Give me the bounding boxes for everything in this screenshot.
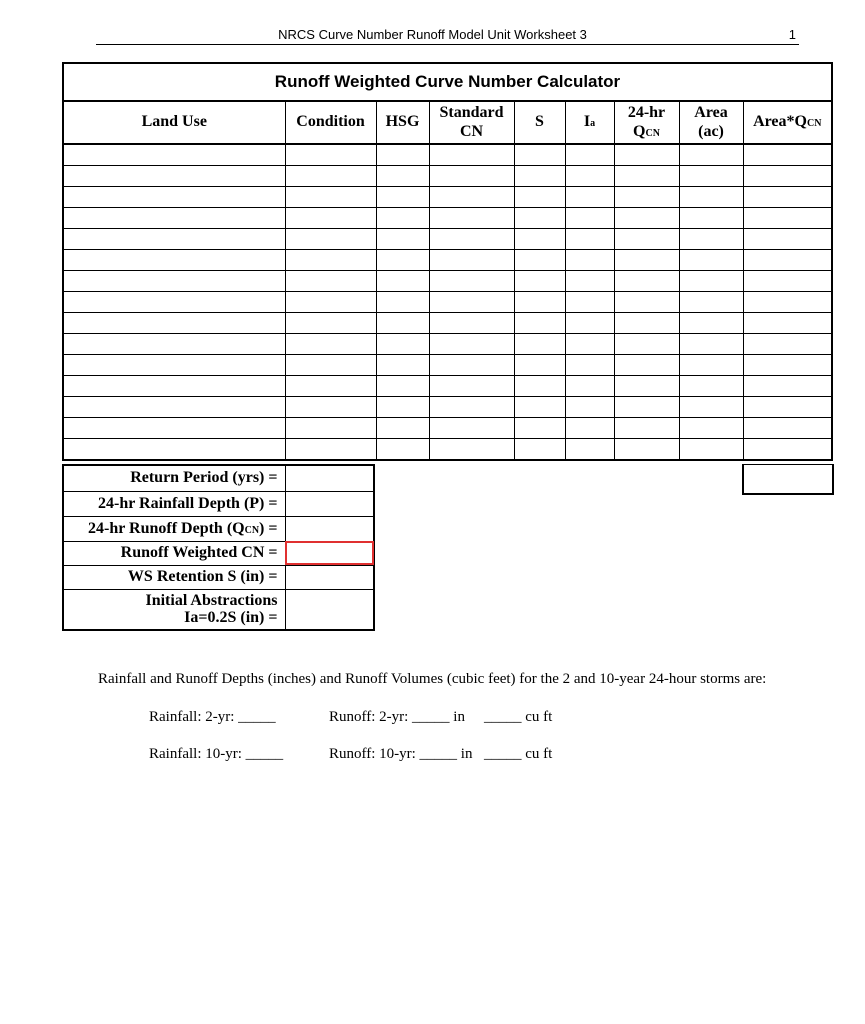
condition-cell[interactable]: [285, 208, 376, 229]
hsg-cell[interactable]: [376, 292, 429, 313]
s-cell[interactable]: [514, 376, 565, 397]
area-qcn-total-field[interactable]: [742, 464, 834, 495]
hsg-cell[interactable]: [376, 376, 429, 397]
ia-cell[interactable]: [565, 208, 614, 229]
land-use-cell[interactable]: [63, 229, 285, 250]
hsg-cell[interactable]: [376, 334, 429, 355]
s-cell[interactable]: [514, 418, 565, 439]
s-cell[interactable]: [514, 334, 565, 355]
s-cell[interactable]: [514, 187, 565, 208]
standard-cn-cell[interactable]: [429, 166, 514, 187]
runoff-depth-field[interactable]: [285, 516, 374, 541]
return-period-label: Return Period (yrs) =: [63, 465, 285, 491]
area-qcn-cell[interactable]: [743, 355, 832, 376]
col-area: [679, 101, 743, 144]
land-use-cell[interactable]: [63, 397, 285, 418]
condition-cell[interactable]: [285, 292, 376, 313]
runoff-depth-label: [63, 516, 285, 541]
standard-cn-cell[interactable]: [429, 376, 514, 397]
col-ia-sub: a: [590, 118, 596, 130]
ia-cell[interactable]: [565, 439, 614, 461]
col-land-use: Land Use: [63, 101, 285, 144]
ia-cell[interactable]: [565, 397, 614, 418]
area-qcn-cell[interactable]: [743, 292, 832, 313]
area-qcn-cell[interactable]: [743, 208, 832, 229]
s-cell[interactable]: [514, 439, 565, 461]
initial-abstractions-field[interactable]: [285, 589, 374, 630]
col-qcn-line1: 24-hr: [627, 104, 666, 122]
hsg-cell[interactable]: [376, 144, 429, 166]
col-condition: Condition: [285, 101, 376, 144]
area-cell[interactable]: [679, 166, 743, 187]
table-row: [63, 187, 832, 208]
table-row: [63, 229, 832, 250]
condition-cell[interactable]: [285, 313, 376, 334]
area-cell[interactable]: [679, 418, 743, 439]
rainfall-depth-field[interactable]: [285, 491, 374, 516]
area-cell[interactable]: [679, 144, 743, 166]
table-row: [63, 166, 832, 187]
standard-cn-cell[interactable]: [429, 292, 514, 313]
condition-cell[interactable]: [285, 250, 376, 271]
condition-cell[interactable]: [285, 187, 376, 208]
hsg-cell[interactable]: [376, 355, 429, 376]
qcn-cell[interactable]: [614, 187, 679, 208]
ws-retention-label: WS Retention S (in) =: [63, 565, 285, 589]
hsg-cell[interactable]: [376, 313, 429, 334]
col-qcn-main: Q: [633, 122, 646, 140]
header-rule: [96, 44, 799, 45]
table-row: [63, 376, 832, 397]
area-cell[interactable]: [679, 439, 743, 461]
qcn-cell[interactable]: [614, 292, 679, 313]
col-area-qcn: [743, 101, 832, 144]
table-row: [63, 144, 832, 166]
land-use-cell[interactable]: [63, 271, 285, 292]
standard-cn-cell[interactable]: [429, 397, 514, 418]
condition-cell[interactable]: [285, 271, 376, 292]
standard-cn-cell[interactable]: [429, 439, 514, 461]
condition-cell[interactable]: [285, 439, 376, 461]
ia-cell[interactable]: [565, 334, 614, 355]
qcn-cell[interactable]: [614, 229, 679, 250]
ia-cell[interactable]: [565, 229, 614, 250]
s-cell[interactable]: [514, 208, 565, 229]
table-row: [63, 439, 832, 461]
table-row: [63, 292, 832, 313]
curve-number-calculator-table: [62, 62, 833, 461]
col-ia-main: I: [583, 113, 591, 131]
area-cell[interactable]: [679, 292, 743, 313]
hsg-cell[interactable]: [376, 208, 429, 229]
qcn-cell[interactable]: [614, 250, 679, 271]
land-use-cell[interactable]: [63, 334, 285, 355]
land-use-cell[interactable]: [63, 439, 285, 461]
qcn-cell[interactable]: [614, 418, 679, 439]
qcn-cell[interactable]: [614, 376, 679, 397]
col-area-qcn-main: Area*Q: [753, 113, 807, 131]
land-use-cell[interactable]: [63, 355, 285, 376]
standard-cn-cell[interactable]: [429, 144, 514, 166]
col-qcn-sub: CN: [645, 127, 660, 139]
table-row: [63, 418, 832, 439]
ia-cell[interactable]: [565, 271, 614, 292]
table-row: [63, 313, 832, 334]
runoff-10yr-depth-text: Runoff: 10-yr: _____ in: [329, 746, 473, 762]
standard-cn-cell[interactable]: [429, 418, 514, 439]
area-qcn-cell[interactable]: [743, 250, 832, 271]
area-cell[interactable]: [679, 208, 743, 229]
hsg-cell[interactable]: [376, 418, 429, 439]
land-use-cell[interactable]: [63, 292, 285, 313]
condition-cell[interactable]: [285, 397, 376, 418]
storms-intro-text: Rainfall and Runoff Depths (inches) and Runoff Volumes (cubic feet) for the 2 and 10-year 24-hour storms are:: [98, 671, 767, 687]
s-cell[interactable]: [514, 292, 565, 313]
condition-cell[interactable]: [285, 229, 376, 250]
rainfall-10yr-text: Rainfall: 10-yr: _____: [149, 746, 284, 762]
area-cell[interactable]: [679, 187, 743, 208]
condition-cell[interactable]: [285, 334, 376, 355]
area-qcn-cell[interactable]: [743, 271, 832, 292]
area-qcn-cell[interactable]: [743, 418, 832, 439]
ia-cell[interactable]: [565, 418, 614, 439]
hsg-cell[interactable]: [376, 229, 429, 250]
rainfall-depth-label: 24-hr Rainfall Depth (P) =: [63, 491, 285, 516]
qcn-cell[interactable]: [614, 166, 679, 187]
rainfall-2yr-text: Rainfall: 2-yr: _____: [149, 709, 276, 725]
area-cell[interactable]: [679, 313, 743, 334]
col-s: S: [514, 101, 565, 144]
qcn-cell[interactable]: [614, 334, 679, 355]
ia-cell[interactable]: [565, 292, 614, 313]
ia-cell[interactable]: [565, 166, 614, 187]
ia-cell[interactable]: [565, 355, 614, 376]
standard-cn-cell[interactable]: [429, 229, 514, 250]
col-standard-cn-line2: CN: [459, 122, 484, 140]
runoff-2yr-depth-text: Runoff: 2-yr: _____ in: [329, 709, 465, 725]
col-area-line1: Area: [694, 104, 728, 122]
hsg-cell[interactable]: [376, 250, 429, 271]
table-row: [63, 355, 832, 376]
s-cell[interactable]: [514, 397, 565, 418]
s-cell[interactable]: [514, 355, 565, 376]
standard-cn-cell[interactable]: [429, 355, 514, 376]
runoff-depth-label-main: 24-hr Runoff Depth (Q: [87, 519, 245, 537]
area-cell[interactable]: [679, 355, 743, 376]
table-row: [63, 250, 832, 271]
qcn-cell[interactable]: [614, 208, 679, 229]
summary-table: [62, 464, 375, 631]
s-cell[interactable]: [514, 229, 565, 250]
col-hsg: HSG: [376, 101, 429, 144]
s-cell[interactable]: [514, 250, 565, 271]
area-cell[interactable]: [679, 334, 743, 355]
qcn-cell[interactable]: [614, 313, 679, 334]
standard-cn-cell[interactable]: [429, 250, 514, 271]
condition-cell[interactable]: [285, 144, 376, 166]
area-qcn-cell[interactable]: [743, 166, 832, 187]
calculator-title: Runoff Weighted Curve Number Calculator: [63, 63, 832, 101]
standard-cn-cell[interactable]: [429, 313, 514, 334]
runoff-2yr-volume-text: _____ cu ft: [484, 709, 553, 725]
col-standard-cn: [429, 101, 514, 144]
standard-cn-cell[interactable]: [429, 187, 514, 208]
standard-cn-cell[interactable]: [429, 208, 514, 229]
runoff-depth-label-end: ) =: [259, 519, 278, 537]
area-qcn-cell[interactable]: [743, 376, 832, 397]
ia-cell[interactable]: [565, 250, 614, 271]
hsg-cell[interactable]: [376, 187, 429, 208]
land-use-cell[interactable]: [63, 144, 285, 166]
land-use-cell[interactable]: [63, 418, 285, 439]
standard-cn-cell[interactable]: [429, 334, 514, 355]
land-use-cell[interactable]: [63, 376, 285, 397]
initial-abstractions-line2: Ia=0.2S (in) =: [184, 609, 278, 627]
qcn-cell[interactable]: [614, 439, 679, 461]
land-use-cell[interactable]: [63, 313, 285, 334]
area-qcn-cell[interactable]: [743, 439, 832, 461]
initial-abstractions-label: [63, 589, 285, 630]
col-area-line2: (ac): [698, 122, 724, 140]
area-cell[interactable]: [679, 250, 743, 271]
land-use-cell[interactable]: [63, 166, 285, 187]
weighted-cn-label: Runoff Weighted CN =: [63, 541, 285, 565]
qcn-cell[interactable]: [614, 355, 679, 376]
runoff-depth-label-sub: CN: [244, 524, 260, 536]
page-number: 1: [788, 27, 796, 42]
land-use-cell[interactable]: [63, 187, 285, 208]
area-cell[interactable]: [679, 229, 743, 250]
table-row: [63, 208, 832, 229]
return-period-field[interactable]: [285, 465, 374, 491]
worksheet-header-title: NRCS Curve Number Runoff Model Unit Worksheet 3: [278, 27, 587, 42]
condition-cell[interactable]: [285, 355, 376, 376]
area-qcn-cell[interactable]: [743, 229, 832, 250]
col-24hr-qcn: [614, 101, 679, 144]
col-standard-cn-line1: Standard: [439, 104, 504, 122]
qcn-cell[interactable]: [614, 144, 679, 166]
area-cell[interactable]: [679, 397, 743, 418]
condition-cell[interactable]: [285, 418, 376, 439]
col-ia: [565, 101, 614, 144]
hsg-cell[interactable]: [376, 439, 429, 461]
ws-retention-field[interactable]: [285, 565, 374, 589]
ia-cell[interactable]: [565, 144, 614, 166]
condition-cell[interactable]: [285, 166, 376, 187]
s-cell[interactable]: [514, 144, 565, 166]
land-use-cell[interactable]: [63, 250, 285, 271]
land-use-cell[interactable]: [63, 208, 285, 229]
table-row: [63, 334, 832, 355]
s-cell[interactable]: [514, 271, 565, 292]
s-cell[interactable]: [514, 166, 565, 187]
runoff-10yr-volume-text: _____ cu ft: [484, 746, 553, 762]
standard-cn-cell[interactable]: [429, 271, 514, 292]
area-qcn-cell[interactable]: [743, 144, 832, 166]
area-qcn-cell[interactable]: [743, 187, 832, 208]
area-qcn-cell[interactable]: [743, 313, 832, 334]
initial-abstractions-line1: Initial Abstractions: [145, 591, 278, 609]
s-cell[interactable]: [514, 313, 565, 334]
qcn-cell[interactable]: [614, 397, 679, 418]
area-qcn-cell[interactable]: [743, 397, 832, 418]
calculator-rows: [63, 144, 832, 460]
area-cell[interactable]: [679, 376, 743, 397]
area-qcn-cell[interactable]: [743, 334, 832, 355]
hsg-cell[interactable]: [376, 271, 429, 292]
weighted-cn-field[interactable]: [285, 541, 374, 565]
ia-cell[interactable]: [565, 187, 614, 208]
hsg-cell[interactable]: [376, 397, 429, 418]
condition-cell[interactable]: [285, 376, 376, 397]
qcn-cell[interactable]: [614, 271, 679, 292]
table-row: [63, 271, 832, 292]
table-row: [63, 397, 832, 418]
hsg-cell[interactable]: [376, 166, 429, 187]
area-cell[interactable]: [679, 271, 743, 292]
ia-cell[interactable]: [565, 313, 614, 334]
col-area-qcn-sub: CN: [806, 118, 822, 130]
ia-cell[interactable]: [565, 376, 614, 397]
